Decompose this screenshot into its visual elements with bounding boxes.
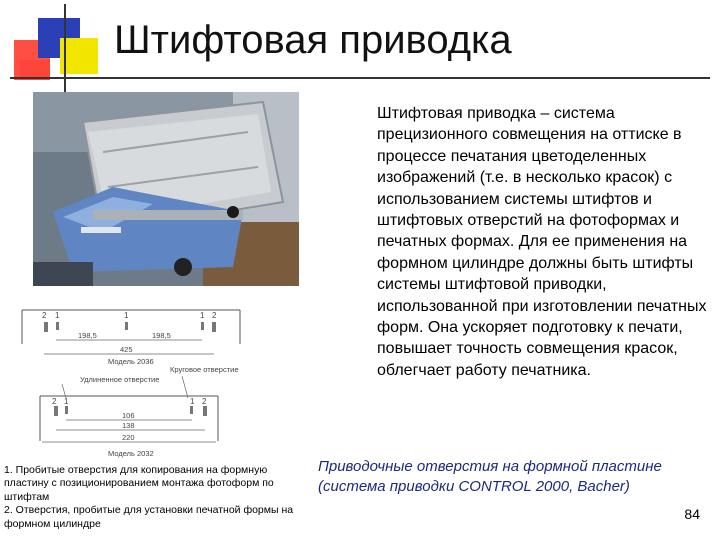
dim-138: 138: [122, 421, 135, 430]
decor-yellow-square: [60, 38, 98, 74]
dim-425: 425: [120, 345, 133, 354]
bottom-label-2b: 2: [202, 397, 207, 406]
caption-item-2: 2. Отверстия, пробитые для установки печатной формы на формном цилиндре: [4, 504, 294, 530]
top-label-1c: 1: [200, 311, 205, 320]
top-label-2b: 2: [212, 311, 217, 320]
model-2036-label: Модель 2036: [108, 357, 154, 366]
elongated-hole-label: Удлиненное отверстие: [80, 375, 160, 384]
diagram-caption: [4, 464, 300, 531]
decor-horizontal-line: [10, 77, 710, 79]
page-number: 84: [684, 506, 700, 522]
model-2032-label: Модель 2032: [108, 449, 154, 458]
description-text: Штифтовая приводка – система прецизионного совмещения на оттиске в процессе печатания цветоделенных изображений (т.е. в несколько красок) с использованием системы штифтов и штифтовых отверстий на фотоформах и печатных формах. Для ее применения на формном цилиндре должны быть штифты системы штифтовой приводки, использованной при изготовлении печатных форм. Она ускоряет подготовку к печати, повышает точность совмещения красок, облегчает работу печатника.: [377, 105, 707, 379]
bottom-label-1a: 1: [64, 397, 69, 406]
bottom-label-1b: 1: [190, 397, 195, 406]
top-label-1a: 1: [55, 311, 60, 320]
dim-106: 106: [122, 411, 135, 420]
decor-vertical-line: [64, 4, 66, 92]
dim-198-right: 198,5: [152, 331, 171, 340]
photo-caption: Приводочные отверстия на формной пластине (система приводки CONTROL 2000, Bacher): [318, 458, 662, 495]
dim-198-left: 198,5: [78, 331, 97, 340]
registration-holes-diagram: [0, 296, 300, 461]
top-label-1b: 1: [124, 311, 129, 320]
punch-device-photo: [33, 92, 299, 286]
bottom-label-2a: 2: [52, 397, 57, 406]
round-hole-label: Круговое отверстие: [170, 365, 239, 374]
caption-item-1: 1. Пробитые отверстия для копирования на формную пластину с позиционированием монтажа фотоформ по штифтам: [4, 464, 274, 503]
top-label-2a: 2: [42, 311, 47, 320]
slide-title: Штифтовая приводка: [114, 18, 512, 62]
dim-220: 220: [122, 433, 135, 442]
